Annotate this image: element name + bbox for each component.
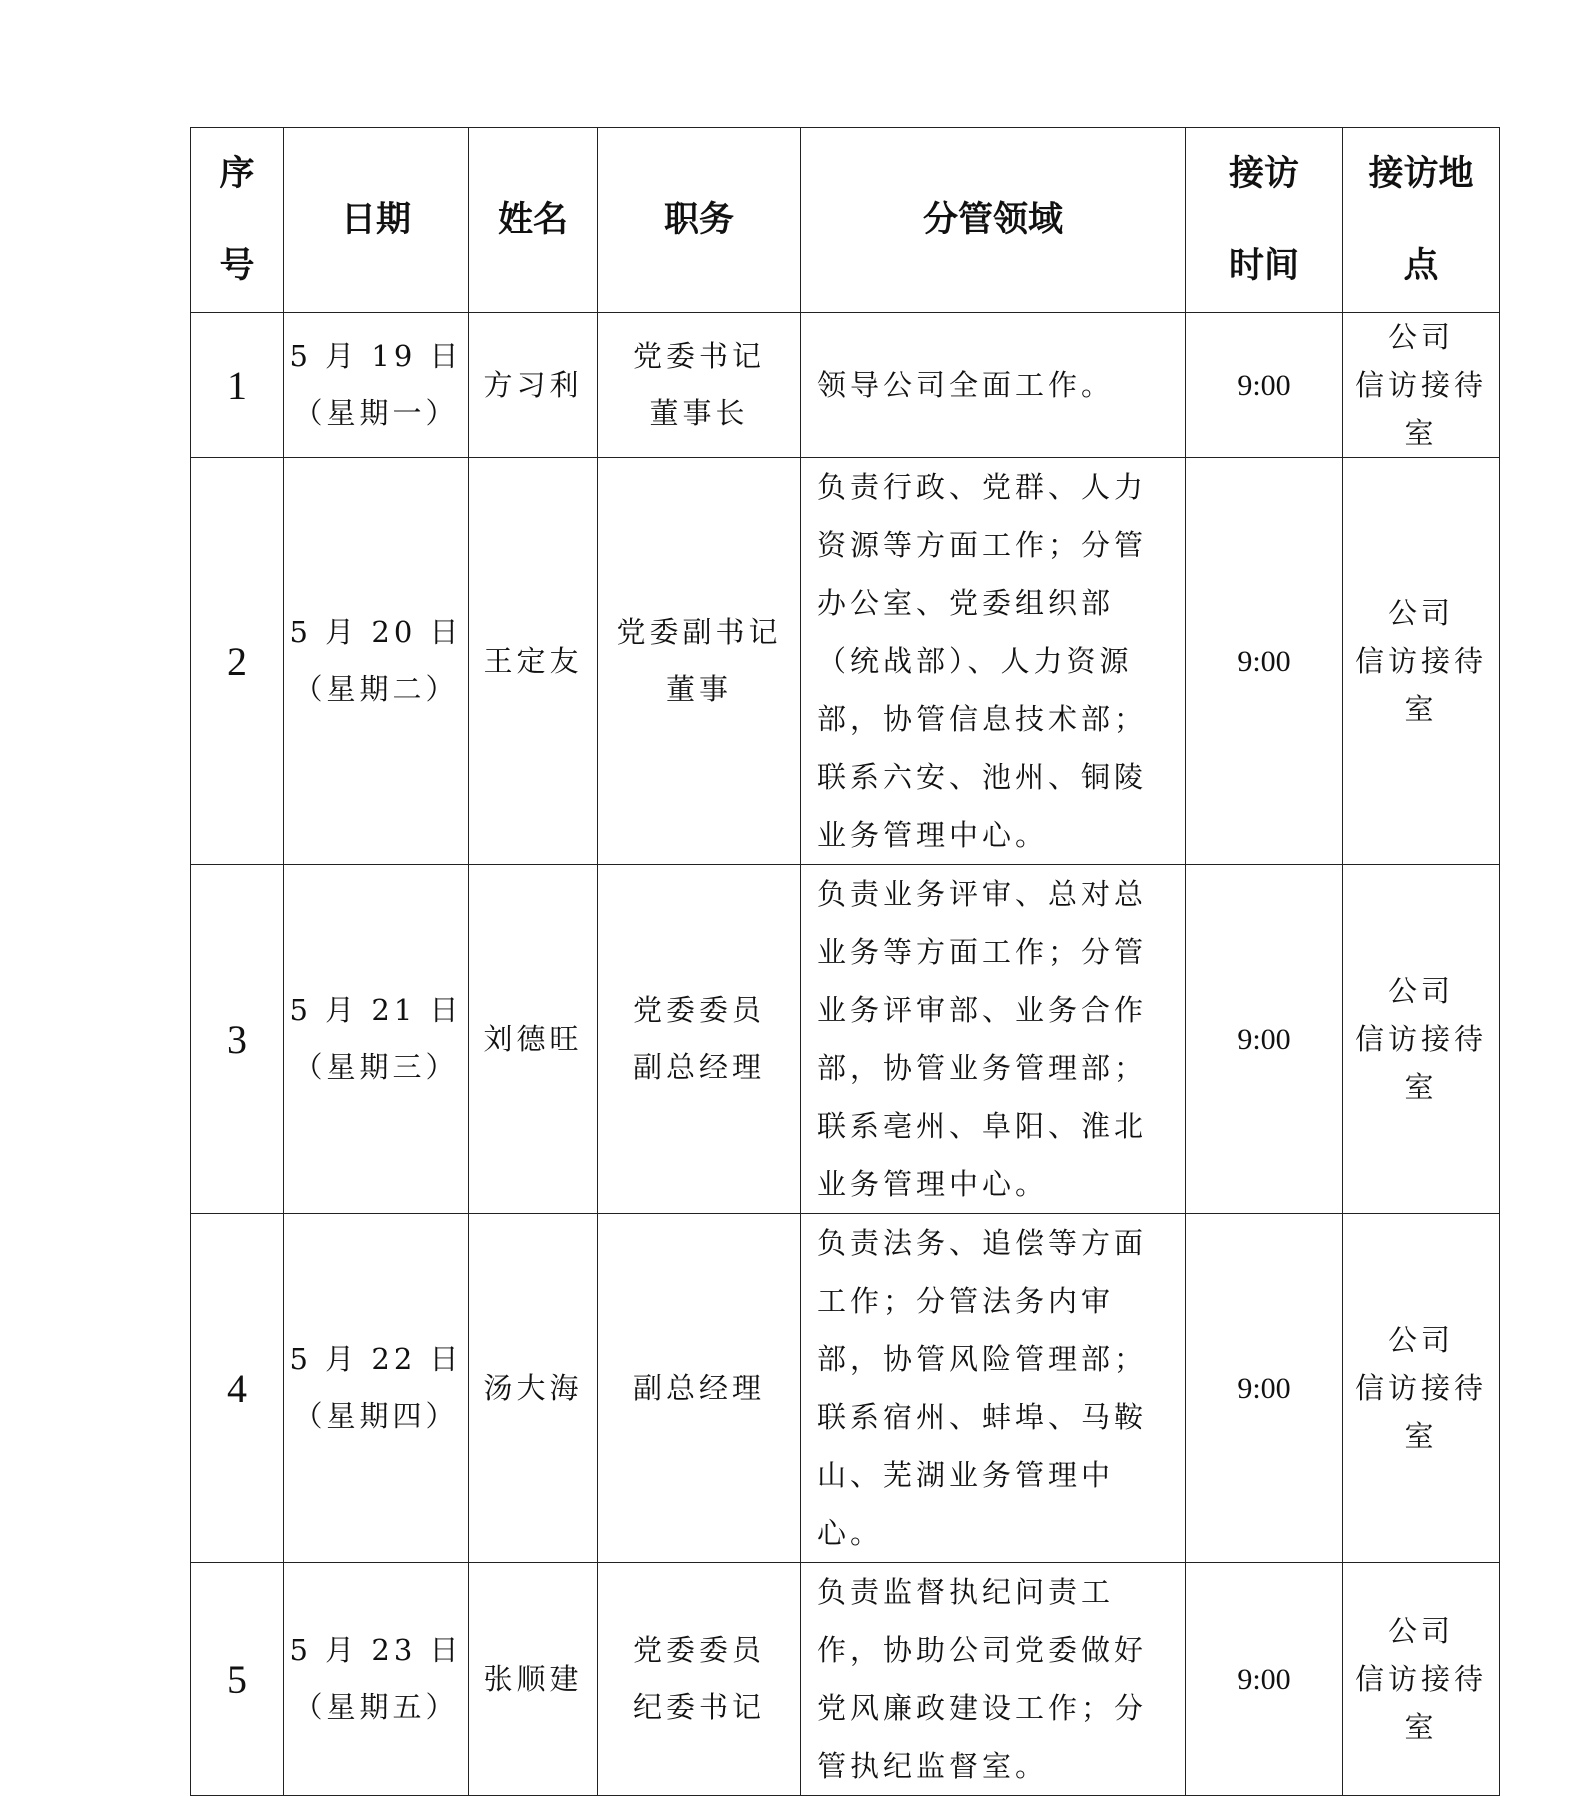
reception-schedule-table — [190, 127, 1500, 1796]
row-area: 负责业务评审、总对总业务等方面工作；分管业务评审部、业务合作部，协管业务管理部；联系亳州、阜阳、淮北业务管理中心。 — [801, 865, 1186, 1214]
row-place: 公司 信访接待 室 — [1343, 865, 1500, 1214]
row-name: 张顺建 — [469, 1563, 598, 1796]
row-position: 党委委员 纪委书记 — [598, 1563, 801, 1796]
row-position: 副总经理 — [598, 1214, 801, 1563]
row-position: 党委书记 董事长 — [598, 313, 801, 458]
header-row — [191, 128, 1500, 313]
row-time: 9:00 — [1186, 313, 1343, 458]
table-row — [191, 1214, 1500, 1563]
row-place: 公司 信访接待 室 — [1343, 313, 1500, 458]
row-date: 5 月 20 日 （星期二） — [284, 458, 469, 865]
row-place: 公司 信访接待 室 — [1343, 1563, 1500, 1796]
row-name: 王定友 — [469, 458, 598, 865]
row-name: 汤大海 — [469, 1214, 598, 1563]
row-index: 1 — [191, 313, 284, 458]
row-position: 党委委员 副总经理 — [598, 865, 801, 1214]
header-date: 日期 — [284, 128, 469, 313]
table-row — [191, 1563, 1500, 1796]
row-date: 5 月 23 日 （星期五） — [284, 1563, 469, 1796]
row-position: 党委副书记 董事 — [598, 458, 801, 865]
row-area: 负责法务、追偿等方面工作；分管法务内审部，协管风险管理部；联系宿州、蚌埠、马鞍山、芜湖业务管理中心。 — [801, 1214, 1186, 1563]
row-time: 9:00 — [1186, 458, 1343, 865]
row-index: 4 — [191, 1214, 284, 1563]
row-index: 2 — [191, 458, 284, 865]
row-name: 方习利 — [469, 313, 598, 458]
row-area: 负责行政、党群、人力资源等方面工作；分管办公室、党委组织部（统战部）、人力资源部，协管信息技术部；联系六安、池州、铜陵业务管理中心。 — [801, 458, 1186, 865]
row-date: 5 月 22 日 （星期四） — [284, 1214, 469, 1563]
row-index: 5 — [191, 1563, 284, 1796]
row-date: 5 月 19 日 （星期一） — [284, 313, 469, 458]
row-place: 公司 信访接待 室 — [1343, 1214, 1500, 1563]
header-time: 接访 时间 — [1186, 128, 1343, 313]
header-place: 接访地 点 — [1343, 128, 1500, 313]
row-time: 9:00 — [1186, 1563, 1343, 1796]
row-place: 公司 信访接待 室 — [1343, 458, 1500, 865]
table-row — [191, 865, 1500, 1214]
row-time: 9:00 — [1186, 865, 1343, 1214]
header-name: 姓名 — [469, 128, 598, 313]
row-area: 负责监督执纪问责工作，协助公司党委做好党风廉政建设工作；分管执纪监督室。 — [801, 1563, 1186, 1796]
table-row — [191, 313, 1500, 458]
row-time: 9:00 — [1186, 1214, 1343, 1563]
header-index: 序 号 — [191, 128, 284, 313]
row-name: 刘德旺 — [469, 865, 598, 1214]
header-position: 职务 — [598, 128, 801, 313]
row-index: 3 — [191, 865, 284, 1214]
row-date: 5 月 21 日 （星期三） — [284, 865, 469, 1214]
header-area: 分管领域 — [801, 128, 1186, 313]
row-area: 领导公司全面工作。 — [801, 313, 1186, 458]
table-row — [191, 458, 1500, 865]
